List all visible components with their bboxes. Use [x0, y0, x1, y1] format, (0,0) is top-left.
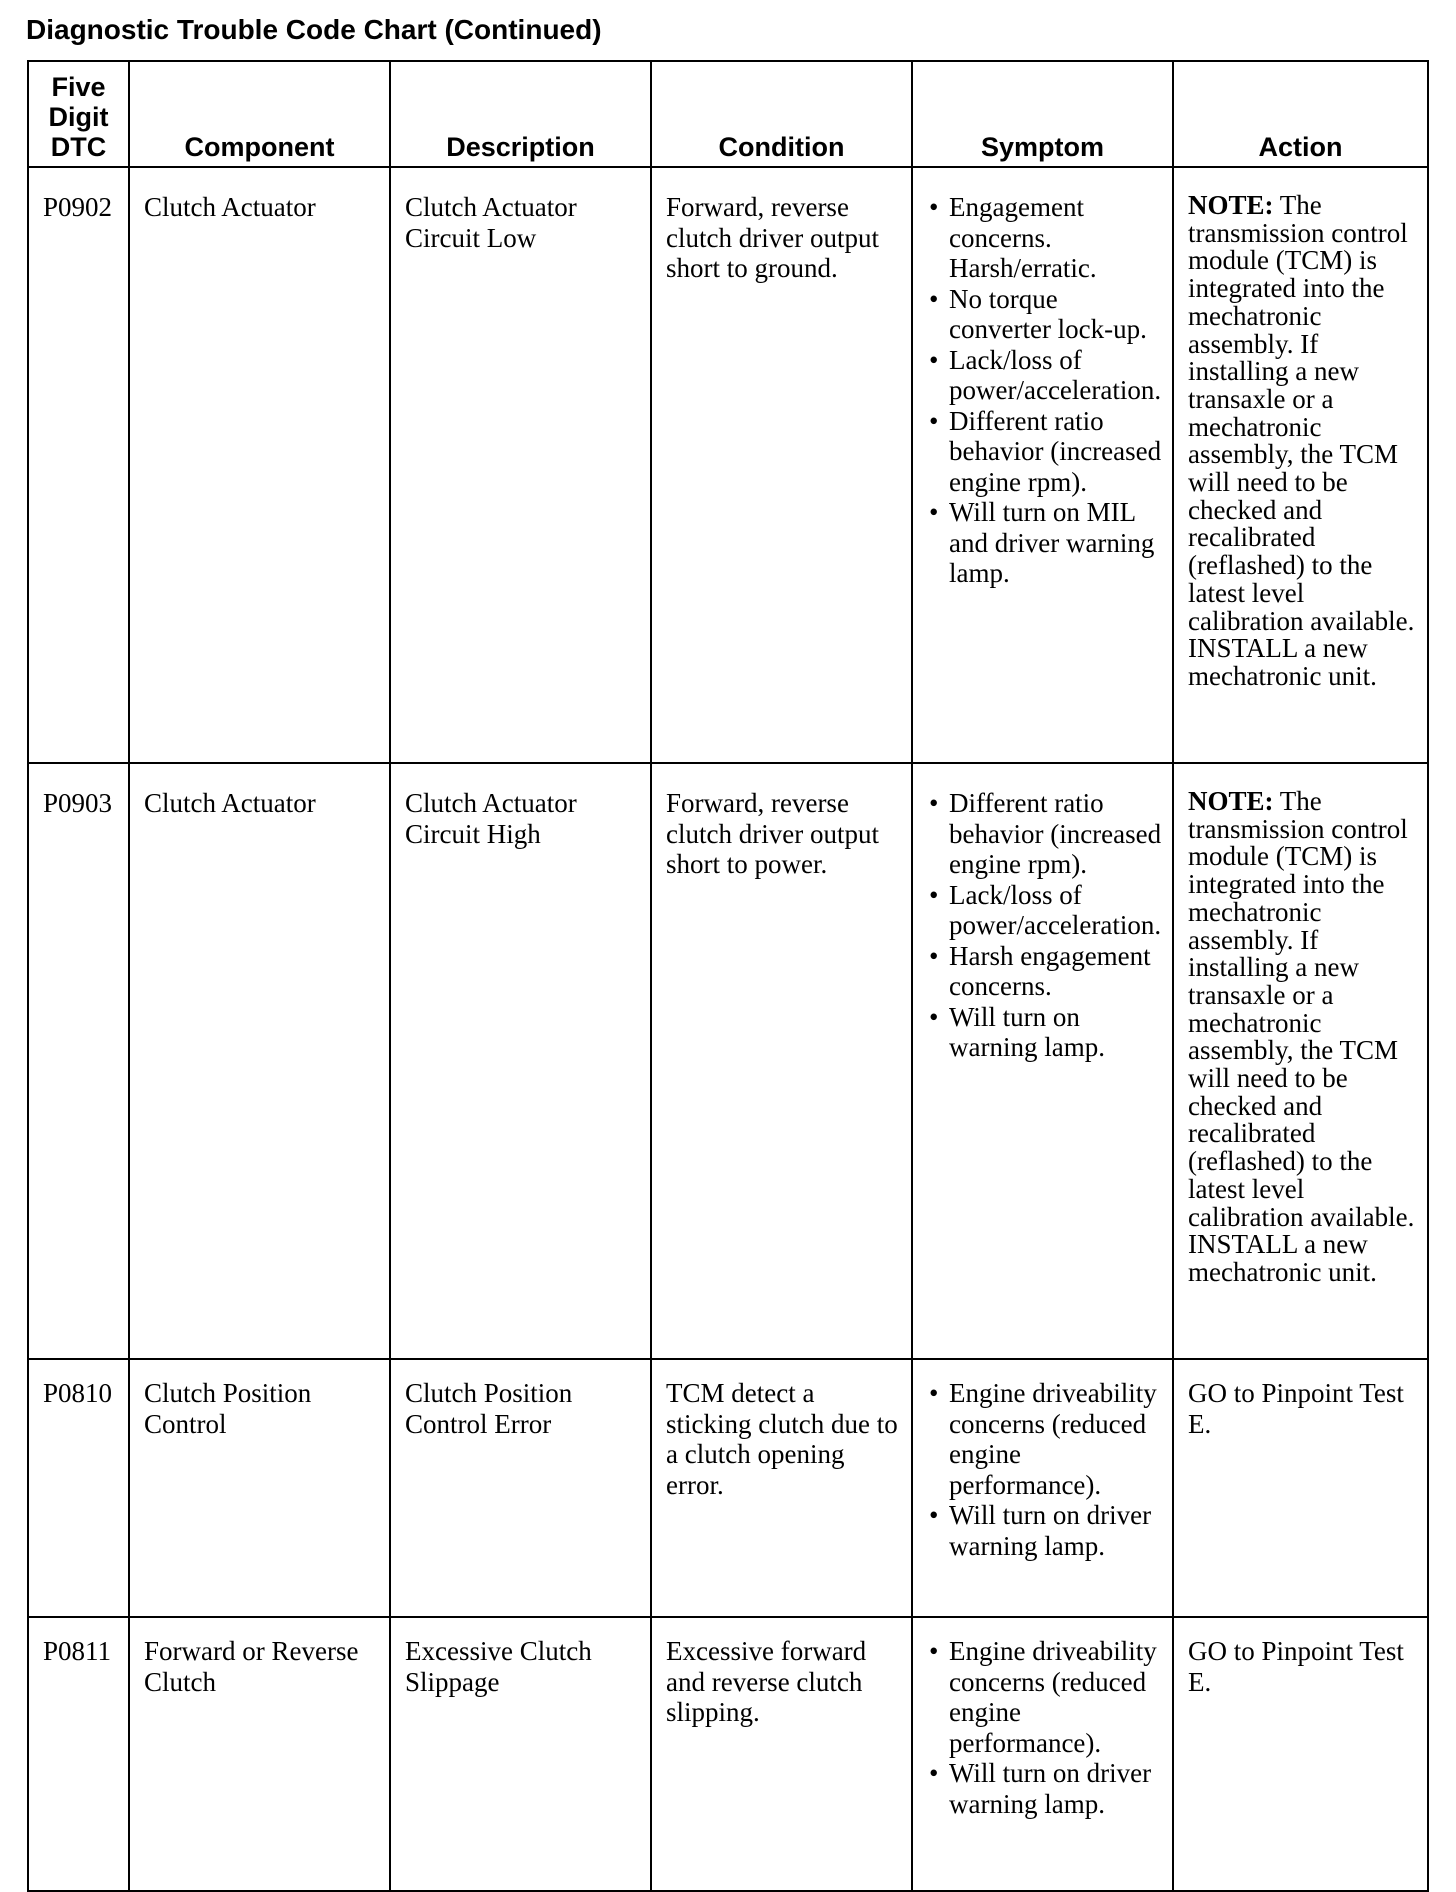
- component-cell: Forward or Reverse Clutch: [129, 1617, 390, 1891]
- table-row: [28, 1359, 1428, 1617]
- dtc-cell: P0811: [28, 1617, 129, 1891]
- description-cell: Clutch Actuator Circuit Low: [390, 167, 651, 763]
- action-text: The transmission control module (TCM) is integrated into the mechatronic assembly. If installing a new transaxle or a mechatronic assembly, the TCM will need to be checked and recalibrated (reflashed) to the latest level calibration available. INSTALL a new mechatronic unit.: [1188, 786, 1415, 1287]
- symptom-item: • Lack/loss of power/acceleration.: [927, 345, 1164, 406]
- header-condition: Condition: [651, 61, 912, 167]
- description-cell: Excessive Clutch Slippage: [390, 1617, 651, 1891]
- symptom-item: • Engine driveability concerns (reduced engine performance).: [927, 1636, 1164, 1758]
- dtc-table: [27, 60, 1429, 1892]
- component-cell: Clutch Actuator: [129, 167, 390, 763]
- condition-cell: TCM detect a sticking clutch due to a clutch opening error.: [651, 1359, 912, 1617]
- action-text: The transmission control module (TCM) is integrated into the mechatronic assembly. If installing a new transaxle or a mechatronic assembly, the TCM will need to be checked and recalibrated (reflashed) to the latest level calibration available. INSTALL a new mechatronic unit.: [1188, 190, 1415, 691]
- symptom-list: [927, 1378, 1164, 1561]
- header-component: Component: [129, 61, 390, 167]
- symptom-item: • Engine driveability concerns (reduced engine performance).: [927, 1378, 1164, 1500]
- symptom-item: • Will turn on driver warning lamp.: [927, 1500, 1164, 1561]
- table-row: [28, 167, 1428, 763]
- symptom-item: • Harsh engagement concerns.: [927, 941, 1164, 1002]
- symptom-item: • Different ratio behavior (increased engine rpm).: [927, 406, 1164, 498]
- description-cell: Clutch Position Control Error: [390, 1359, 651, 1617]
- dtc-cell: P0902: [28, 167, 129, 763]
- action-cell: GO to Pinpoint Test E.: [1173, 1359, 1428, 1617]
- component-cell: Clutch Position Control: [129, 1359, 390, 1617]
- dtc-cell: P0810: [28, 1359, 129, 1617]
- action-cell: [1173, 167, 1428, 763]
- symptom-item: • Will turn on MIL and driver warning lamp.: [927, 497, 1164, 589]
- action-cell: [1173, 763, 1428, 1359]
- symptom-item: • Will turn on warning lamp.: [927, 1002, 1164, 1063]
- condition-cell: Excessive forward and reverse clutch slipping.: [651, 1617, 912, 1891]
- component-cell: Clutch Actuator: [129, 763, 390, 1359]
- symptom-item: • Different ratio behavior (increased engine rpm).: [927, 788, 1164, 880]
- description-cell: Clutch Actuator Circuit High: [390, 763, 651, 1359]
- symptom-cell: [912, 167, 1173, 763]
- table-row: [28, 1617, 1428, 1891]
- note-label: NOTE:: [1188, 786, 1274, 816]
- dtc-cell: P0903: [28, 763, 129, 1359]
- symptom-item: • No torque converter lock-up.: [927, 284, 1164, 345]
- symptom-cell: [912, 1617, 1173, 1891]
- header-symptom: Symptom: [912, 61, 1173, 167]
- symptom-item: • Will turn on driver warning lamp.: [927, 1758, 1164, 1819]
- condition-cell: Forward, reverse clutch driver output short to ground.: [651, 167, 912, 763]
- page-title: Diagnostic Trouble Code Chart (Continued): [26, 14, 602, 45]
- table-header-row: [28, 61, 1428, 167]
- table-row: [28, 763, 1428, 1359]
- condition-cell: Forward, reverse clutch driver output short to power.: [651, 763, 912, 1359]
- symptom-cell: [912, 1359, 1173, 1617]
- symptom-cell: [912, 763, 1173, 1359]
- symptom-list: [927, 788, 1164, 1063]
- symptom-list: [927, 1636, 1164, 1819]
- header-description: Description: [390, 61, 651, 167]
- symptom-list: [927, 192, 1164, 589]
- header-action: Action: [1173, 61, 1428, 167]
- header-dtc: Five Digit DTC: [28, 61, 129, 167]
- note-label: NOTE:: [1188, 190, 1274, 220]
- action-cell: GO to Pinpoint Test E.: [1173, 1617, 1428, 1891]
- symptom-item: • Engagement concerns. Harsh/erratic.: [927, 192, 1164, 284]
- symptom-item: • Lack/loss of power/acceleration.: [927, 880, 1164, 941]
